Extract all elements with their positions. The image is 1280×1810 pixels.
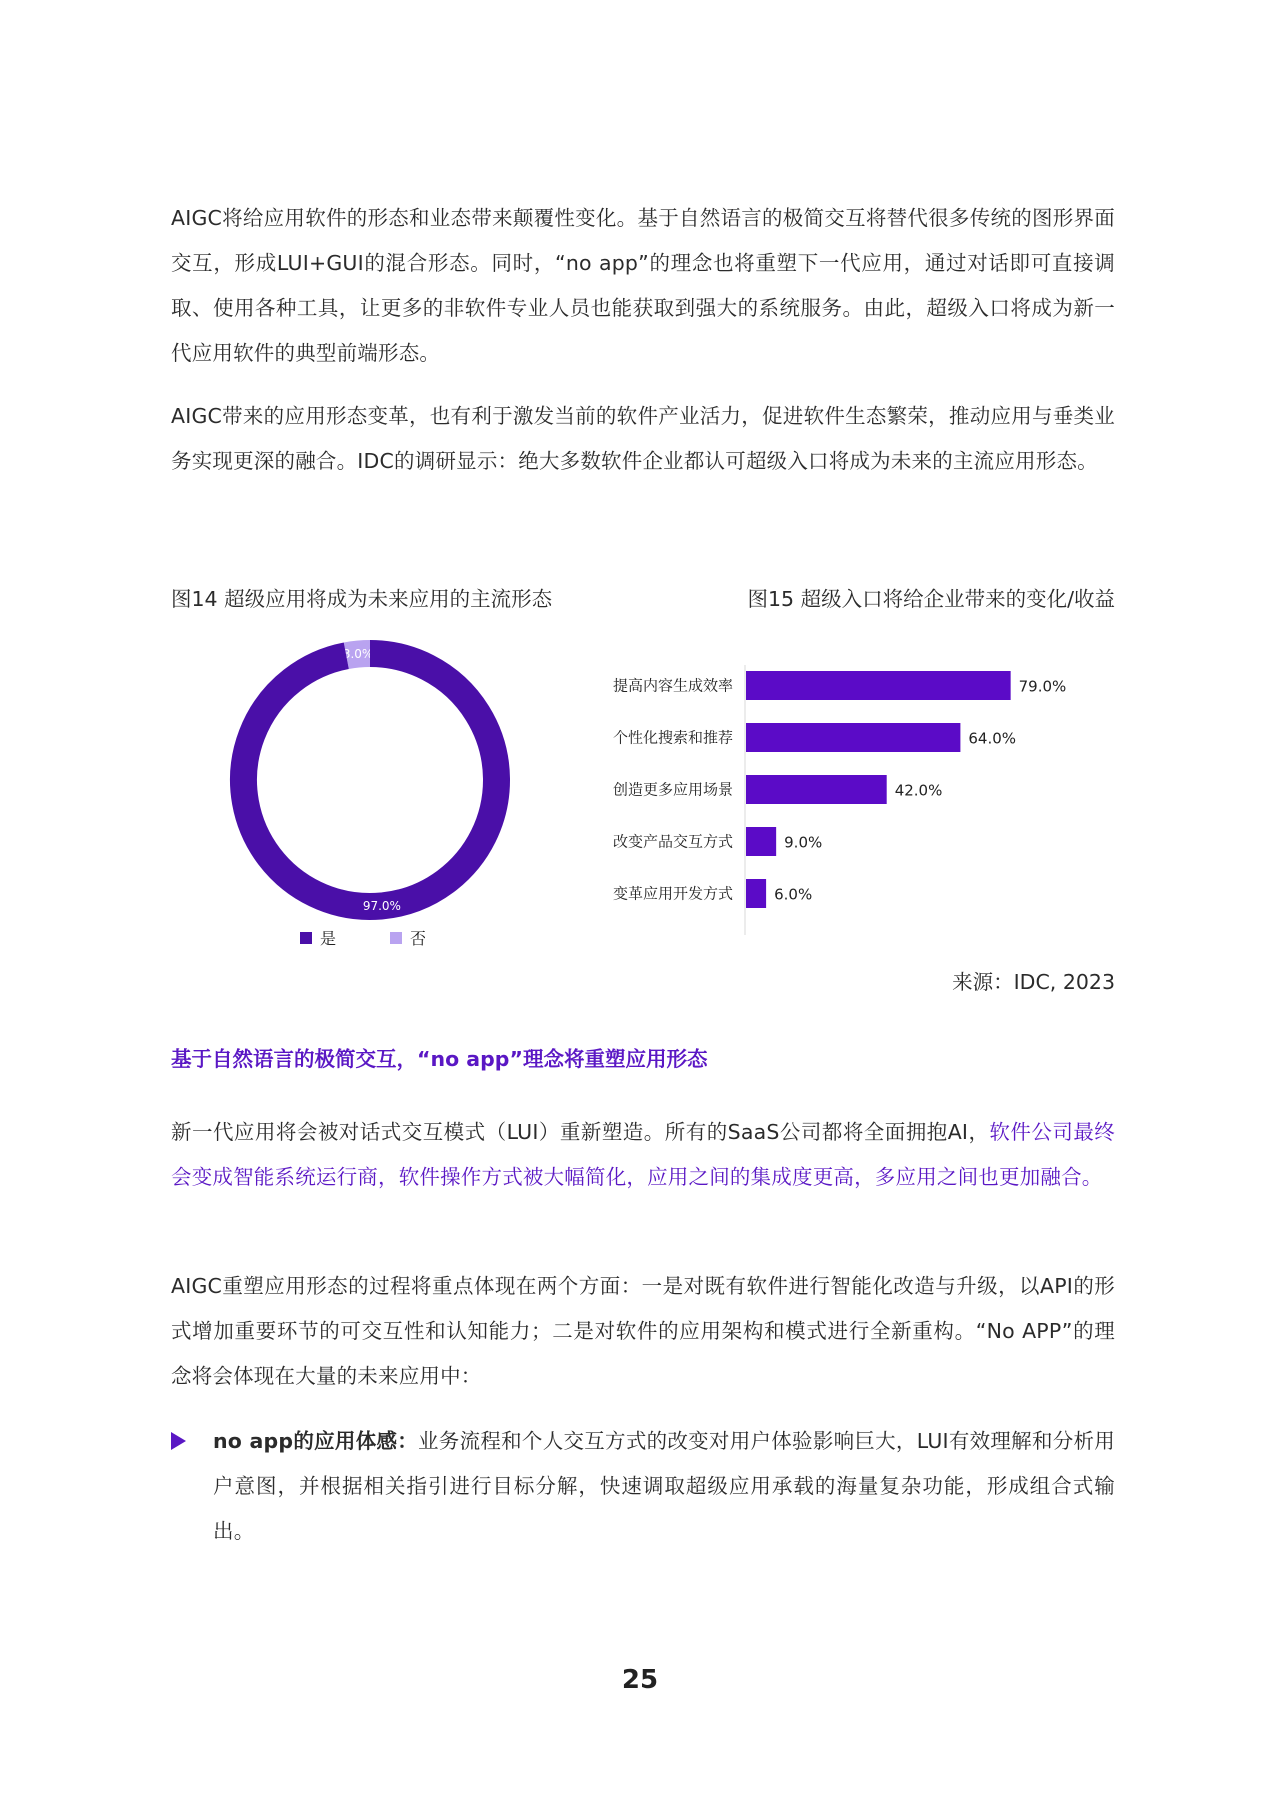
donut-label-no: 3.0% [342, 647, 374, 662]
bar-value-label: 79.0% [1018, 677, 1067, 696]
chart-source: 来源：IDC, 2023 [952, 970, 1115, 994]
bar-category-label: 个性化搜索和推荐 [612, 728, 733, 747]
bar-chart [580, 665, 1140, 945]
idc-survey-paragraph: AIGC带来的应用形态变革，也有利于激发当前的软件产业活力，促进软件生态繁荣，推动应用与垂类业务实现更深的融合。IDC的调研显示：绝大多数软件企业都认可超级入口将成为未来的主流应用形态。 [171, 404, 1115, 473]
bar-0 [746, 671, 1011, 700]
bar-category-label: 变革应用开发方式 [612, 884, 733, 903]
figure-14-title: 图14 超级应用将成为未来应用的主流形态 [171, 587, 553, 611]
page-number: 25 [621, 1665, 659, 1695]
bar-category-label: 提高内容生成效率 [612, 676, 733, 695]
bar-1 [746, 723, 960, 752]
donut-slice-yes [244, 654, 497, 907]
bullet-body: 业务流程和个人交互方式的改变对用户体验影响巨大，LUI有效理解和分析用户意图，并根据相关指引进行目标分解，快速调取超级应用承载的海量复杂功能，形成组合式输出。 [213, 1429, 1115, 1543]
bar-category-label: 创造更多应用场景 [612, 780, 733, 799]
bar-category-label: 改变产品交互方式 [612, 832, 733, 851]
legend-label-no: 否 [410, 929, 427, 948]
bar-3 [746, 827, 776, 856]
bar-value-label: 6.0% [774, 885, 813, 904]
legend-label-yes: 是 [320, 929, 337, 948]
legend-swatch-no [390, 932, 402, 944]
reshape-paragraph: AIGC重塑应用形态的过程将重点体现在两个方面：一是对既有软件进行智能化改造与升级，以API的形式增加重要环节的可交互性和认知能力；二是对软件的应用架构和模式进行全新重构。“No APP”的理念将会体现在大量的未来应用中： [171, 1274, 1115, 1388]
figure-15-title: 图15 超级入口将给企业带来的变化/收益 [747, 587, 1115, 611]
bar-4 [746, 879, 766, 908]
bullet-title: no app的应用体感： [213, 1429, 419, 1453]
intro-paragraph: AIGC将给应用软件的形态和业态带来颠覆性变化。基于自然语言的极简交互将替代很多传统的图形界面交互，形成LUI+GUI的混合形态。同时，“no app”的理念也将重塑下一代应用，通过对话即可直接调取、使用各种工具，让更多的非软件专业人员也能获取到强大的系统服务。由此，超级入口将成为新一代应用软件的典型前端形态。 [171, 206, 1115, 365]
bullet-item [213, 1419, 1115, 1554]
lui-paragraph-highlight: 软件公司最终会变成智能系统运行商，软件操作方式被大幅简化，应用之间的集成度更高，多应用之间也更加融合。 [171, 1120, 1115, 1189]
bar-value-label: 64.0% [968, 729, 1017, 748]
donut-chart [230, 640, 510, 970]
legend-swatch-yes [300, 932, 312, 944]
bullet-triangle-icon [171, 1432, 186, 1450]
donut-label-yes: 97.0% [362, 898, 401, 913]
bar-2 [746, 775, 887, 804]
lui-paragraph [171, 1110, 1115, 1200]
lui-paragraph-plain: 新一代应用将会被对话式交互模式（LUI）重新塑造。所有的SaaS公司都将全面拥抱AI， [171, 1120, 990, 1144]
section-heading: 基于自然语言的极简交互，“no app”理念将重塑应用形态 [171, 1047, 708, 1071]
bar-value-label: 9.0% [784, 833, 823, 852]
bar-value-label: 42.0% [894, 781, 943, 800]
